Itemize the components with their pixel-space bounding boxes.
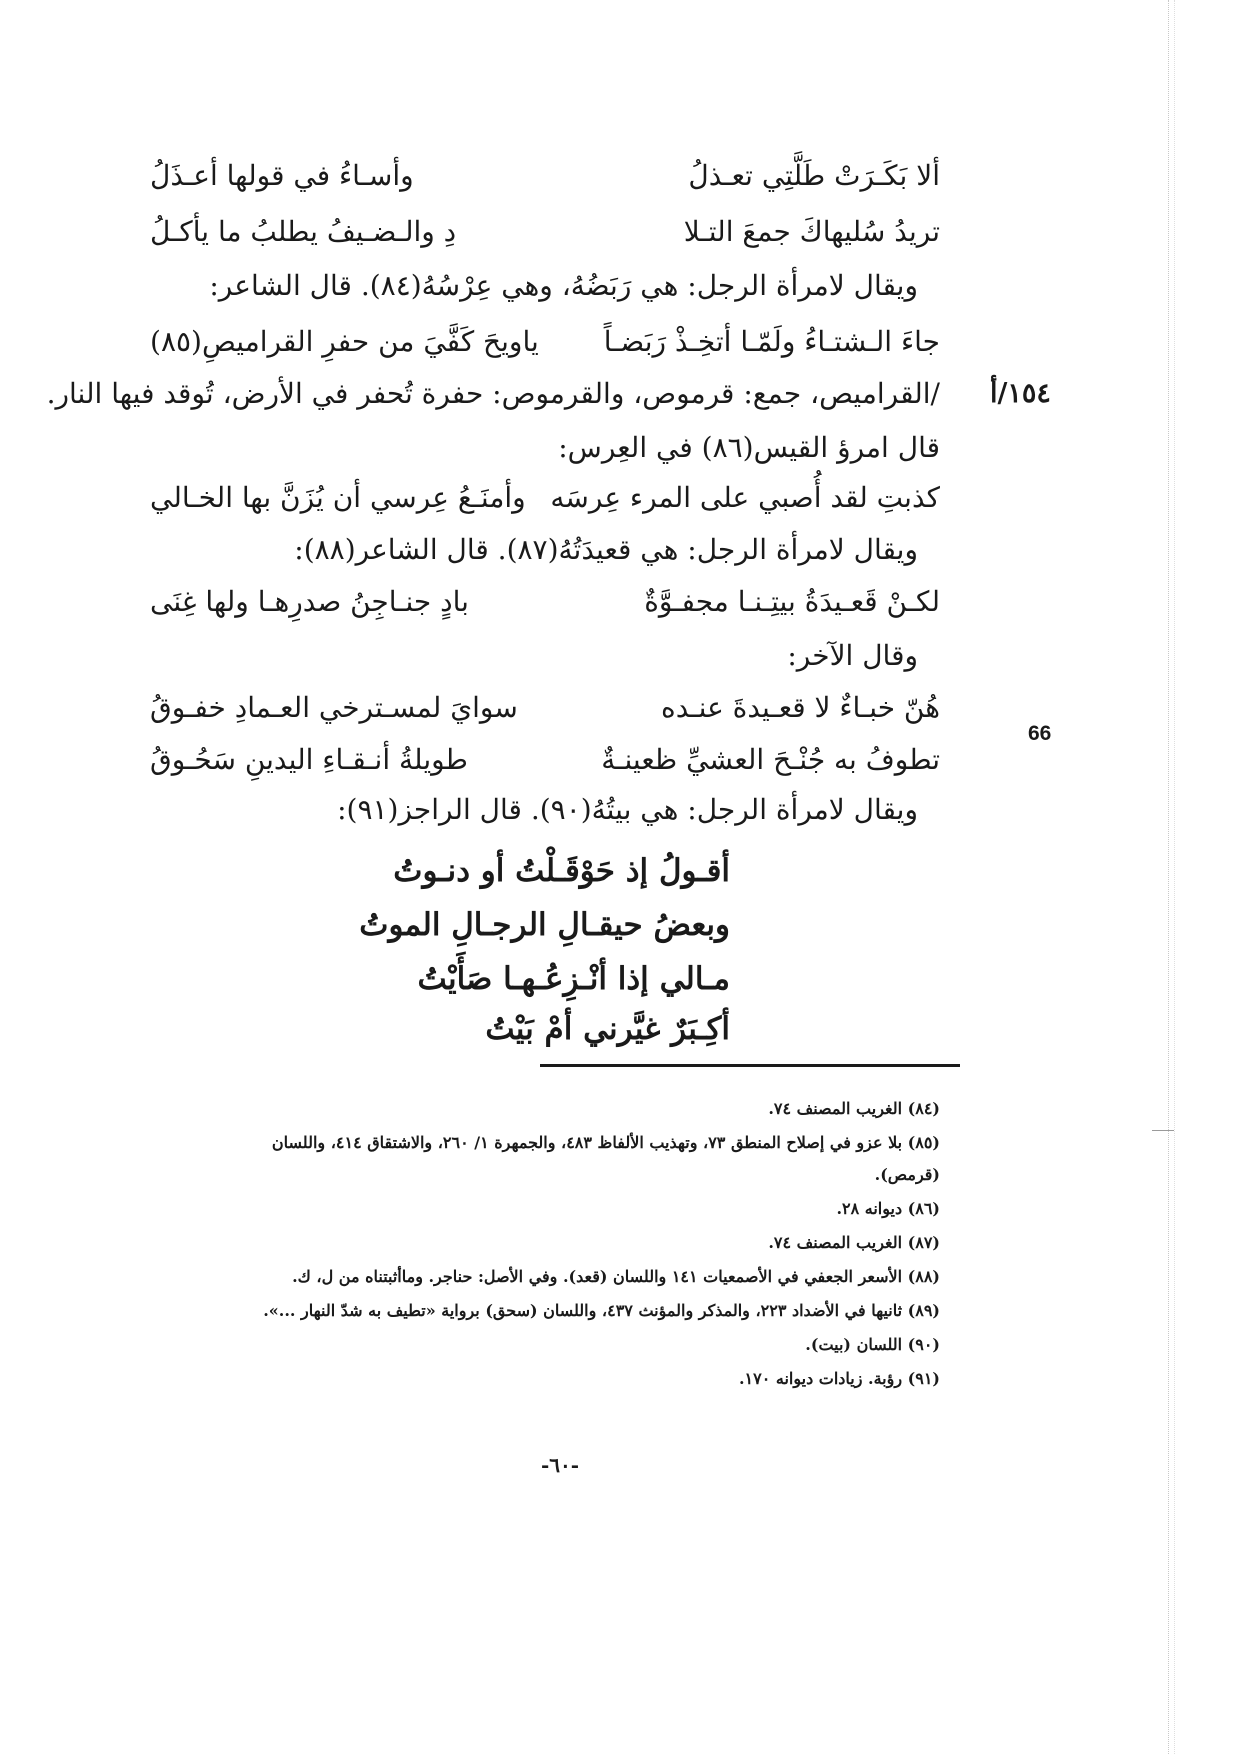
verse-second-hemistich: دِ والـضـيفُ يطلبُ ما يأكـلُ <box>150 215 457 248</box>
footnote: (قرمص). <box>874 1165 940 1184</box>
verse-line <box>150 156 940 196</box>
prose-line: /القراميص، جمع: قرموص، والقرموص: حفرة تُحفر في الأرض، تُوقد فيها النار. <box>46 377 940 410</box>
scan-mark <box>1152 1130 1174 1131</box>
prose-line: وقال الآخر: <box>787 639 918 672</box>
verse-first-hemistich: هُنّ خبـاءٌ لا قعـيدةَ عنـده <box>661 691 940 724</box>
verse-first-hemistich: لكـنْ قَعـيدَةُ بيتِـنـا مجفـوَّةٌ <box>644 585 940 618</box>
prose-line: ويقال لامرأة الرجل: هي بيتُهُ(٩٠). قال الراجز(٩١): <box>337 793 918 826</box>
verse-first-hemistich: ألا بَكَـرَتْ طَلَّتِي تعـذلُ <box>688 159 940 192</box>
verse-line <box>150 212 940 252</box>
page-marker: 66 <box>1028 722 1052 745</box>
verse-line <box>150 740 940 780</box>
verse-line <box>150 688 940 728</box>
verse-second-hemistich: وأسـاءُ في قولها أعـذَلُ <box>150 159 414 192</box>
verse-first-hemistich: كذبتِ لقد أُصبي على المرء عِرسَه <box>550 481 940 514</box>
folio-marker: ١٥٤/أ <box>990 378 1051 409</box>
rajaz-line: مـالي إذا أنْـزِعُـهـا صَأَيْتُ <box>417 961 730 997</box>
rajaz-line: أكِـبَرٌ غيَّرني أمْ بَيْتُ <box>485 1011 730 1047</box>
prose-line: ويقال لامرأة الرجل: هي رَبَضُهُ، وهي عِرْسُهُ(٨٤). قال الشاعر: <box>209 269 918 302</box>
footnote: (٨٦) ديوانه ٢٨. <box>836 1199 940 1218</box>
verse-second-hemistich: طويلةُ أنـقـاءِ اليدينِ سَحُـوقُ <box>150 743 468 776</box>
rajaz-line: وبعضُ حيقـالِ الرجـالِ الموتُ <box>359 907 730 943</box>
scan-edge-line <box>1174 0 1175 1754</box>
footnote: (٨٩) ثانيها في الأضداد ٢٢٣، والمذكر والمؤنث ٤٣٧، واللسان (سحق) برواية «تطيف به شدّ النهار ...». <box>263 1301 940 1320</box>
verse-line <box>150 478 940 518</box>
verse-first-hemistich: تطوفُ به جُنْـحَ العشيِّ ظعينـةٌ <box>601 743 940 776</box>
verse-second-hemistich: وأمنَـعُ عِرسي أن يُزَنَّ بها الخـالي <box>150 481 526 514</box>
prose-line: ويقال لامرأة الرجل: هي قعيدَتُهُ(٨٧). قال الشاعر(٨٨): <box>294 533 918 566</box>
prose-line: قال امرؤ القيس(٨٦) في العِرس: <box>558 431 940 464</box>
verse-line <box>150 322 940 362</box>
footnote: (٨٨) الأسعر الجعفي في الأصمعيات ١٤١ واللسان (قعد). وفي الأصل: حناجر. وماأثبتناه من ل، ك. <box>292 1267 940 1286</box>
footnote: (٨٤) الغريب المصنف ٧٤. <box>768 1099 940 1118</box>
footnote: (٨٥) بلا عزو في إصلاح المنطق ٧٣، وتهذيب الألفاظ ٤٨٣، والجمهرة ١/ ٢٦٠، والاشتقاق ٤١٤، واللسان <box>271 1133 940 1152</box>
footnote: (٩٠) اللسان (بيت). <box>805 1335 940 1354</box>
scan-edge-line <box>1168 0 1169 1754</box>
verse-second-hemistich: بادٍ جنـاجِنُ صدرِهـا ولها غِنَى <box>150 585 469 618</box>
verse-second-hemistich: سوايَ لمسـترخي العـمادِ خفـوقُ <box>150 691 518 724</box>
footnote: (٩١) رؤبة. زيادات ديوانه ١٧٠. <box>738 1369 940 1388</box>
footnote-separator <box>540 1064 960 1067</box>
verse-first-hemistich: تريدُ سُليهاكَ جمعَ التـلا <box>683 215 940 248</box>
page-number: -٦٠- <box>540 1453 580 1477</box>
verse-line <box>150 582 940 622</box>
footnote: (٨٧) الغريب المصنف ٧٤. <box>768 1233 940 1252</box>
rajaz-line: أقـولُ إذ حَوْقَـلْتُ أو دنـوتُ <box>393 853 730 889</box>
verse-first-hemistich: جاءَ الـشتـاءُ ولَمّـا أتخِـذْ رَبَضـاً <box>603 325 940 358</box>
verse-second-hemistich: ياويحَ كَفَّيَ من حفرِ القراميصِ(٨٥) <box>150 325 539 358</box>
